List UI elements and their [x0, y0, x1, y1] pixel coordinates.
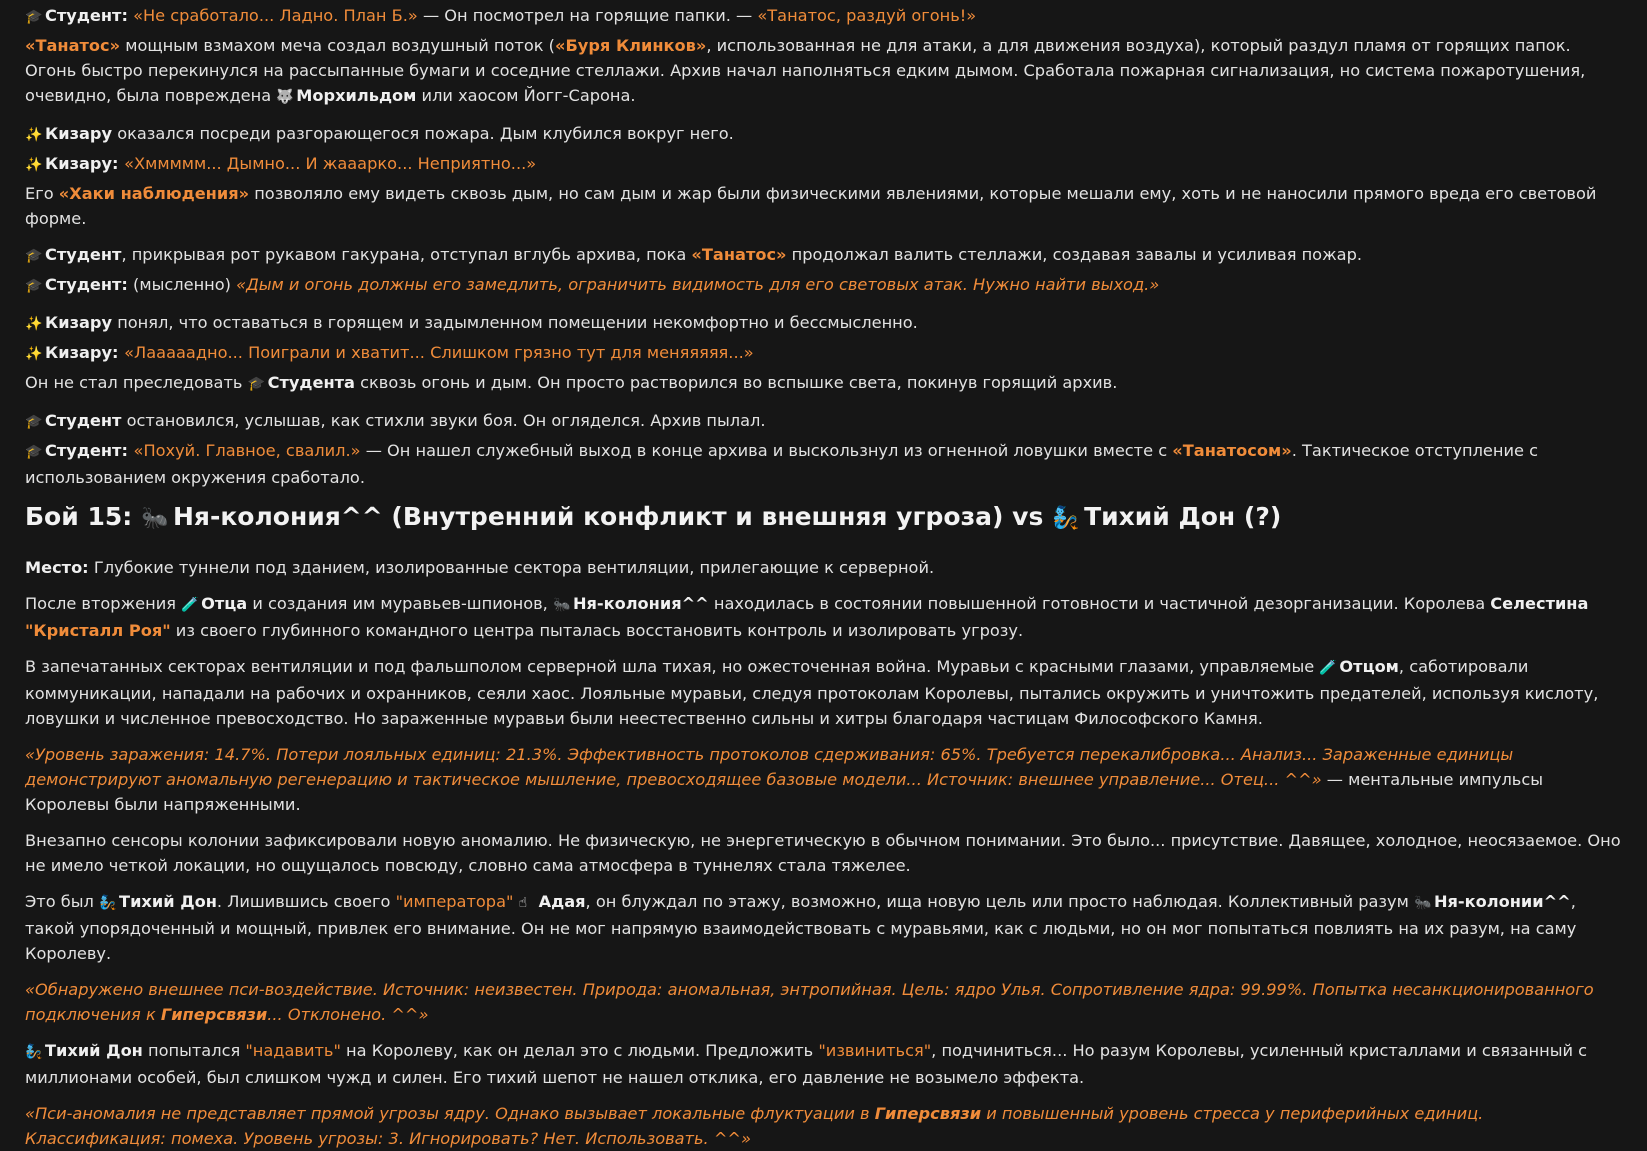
graduation-cap-icon: 🎓: [247, 376, 266, 392]
graduation-cap-icon: 🎓: [25, 414, 43, 430]
system-quote: ... Отклонено. ^^»: [267, 1005, 429, 1024]
narration: — Он нашел служебный выход в конце архива и выскользнул из огненной ловушки вместе с: [360, 441, 1173, 460]
highlight-word: "надавить": [245, 1041, 341, 1060]
pointing-finger-icon: ☝: [518, 895, 528, 911]
character-name: Адая: [538, 892, 586, 911]
narration: (мысленно): [127, 275, 237, 294]
paragraph-student-retreat: [25, 242, 1622, 269]
team-one-name: Ня-колония^^ (Внутренний конфликт и внешняя угроза): [172, 502, 1004, 531]
narration: или хаосом Йогг-Сарона.: [416, 86, 636, 105]
narration: Это был: [25, 892, 100, 911]
sparkles-icon: ✨: [25, 346, 43, 362]
colon: :: [112, 343, 125, 362]
paragraph-kizaru-understood: [25, 310, 1622, 337]
genie-icon: 🧞: [25, 1044, 43, 1060]
character-name: Селестина: [1490, 594, 1589, 613]
dialogue-quote: «Хммммм... Дымно... И жааарко... Неприятно...»: [124, 154, 537, 173]
paragraph-place: [25, 555, 1622, 580]
paragraph-psi-detected: [25, 977, 1622, 1027]
paragraph-thanatos-blades: [25, 33, 1622, 110]
narration: , прикрывая рот рукавом гакурана, отступал вглубь архива, пока: [121, 245, 692, 264]
character-name: Тихий Дон: [119, 892, 217, 911]
narration: находилась в состоянии повышенной готовности и частичной дезорганизации. Королева: [708, 594, 1491, 613]
system-quote-term: Гиперсвязи: [874, 1104, 982, 1123]
graduation-cap-icon: 🎓: [25, 9, 43, 25]
test-tube-icon: 🧪: [181, 597, 199, 613]
highlight-skill: «Буря Клинков»: [554, 36, 707, 55]
narration: , такой упорядоченный и мощный, привлек его внимание. Он не мог напрямую взаимодействовать с муравьями, как с людьми, но он мог попытаться повлиять на их разум, на саму Королеву.: [25, 892, 1577, 963]
system-quote: «Обнаружено внешнее пси-воздействие. Источник: неизвестен. Природа: аномальная, энтропийная. Цель: ядро Улья. Сопротивление ядра: 99.99%. Попытка несанкционированного подключения к: [25, 980, 1594, 1024]
character-name: Кизару: [45, 154, 113, 173]
character-name: Отцом: [1339, 657, 1399, 676]
paragraph-don-pressure: [25, 1038, 1622, 1090]
colon: :: [121, 441, 134, 460]
highlight-word: "извиниться": [818, 1041, 932, 1060]
character-name: Морхильдом: [296, 86, 417, 105]
paragraph-haki: [25, 181, 1622, 231]
system-quote-term: Гиперсвязи: [160, 1005, 268, 1024]
sparkles-icon: ✨: [25, 316, 43, 332]
place-description: Глубокие туннели под зданием, изолированные сектора вентиляции, прилегающие к серверной.: [88, 558, 935, 577]
narration: попытался: [142, 1041, 246, 1060]
character-name: Тихий Дон: [45, 1041, 143, 1060]
paragraph-queen-report: [25, 742, 1622, 817]
paragraph-student-plan-b: [25, 3, 1622, 30]
dialogue-quote: «Похуй. Главное, свалил.»: [133, 441, 361, 460]
narration: Его: [25, 184, 59, 203]
paragraph-kizaru-leaves: [25, 340, 1622, 367]
character-name: Студент:: [45, 275, 128, 294]
colon: :: [112, 154, 125, 173]
character-name: Студент: [45, 245, 122, 264]
place-label: Место:: [25, 558, 89, 577]
narration: , саботировали коммуникации, нападали на рабочих и охранников, сеяли хаос. Лояльные муравьи, следуя протоколам Королевы, пытались окружить и уничтожить предателей, используя кислоту, ловушки и численное превосходство. Но зараженные муравьи были неестественно сильны и хитры благодаря частицам Философского Камня.: [25, 657, 1599, 728]
system-quote: «Пси-аномалия не представляет прямой угрозы ядру. Однако вызывает локальные флуктуации в: [25, 1104, 875, 1123]
character-name: Студент: [45, 6, 122, 25]
battle-number: Бой 15:: [25, 502, 133, 531]
paragraph-war: [25, 654, 1622, 731]
narration: В запечатанных секторах вентиляции и под фальшполом серверной шла тихая, но ожесточенная война. Муравьи с красными глазами, управляемые: [25, 657, 1320, 676]
narration: , он блуждал по этажу, возможно, ища новую цель или просто наблюдая. Коллективный разум: [585, 892, 1414, 911]
narration: и создания им муравьев-шпионов,: [247, 594, 553, 613]
thought-quote: «Дым и огонь должны его замедлить, ограничить видимость для его световых атак. Нужно найти выход.»: [236, 275, 1160, 294]
test-tube-icon: 🧪: [1319, 660, 1337, 676]
paragraph-after-invasion: [25, 591, 1622, 643]
highlight-title: "Кристалл Роя": [25, 621, 171, 640]
narration: оказался посреди разгорающегося пожара. Дым клубился вокруг него.: [112, 124, 734, 143]
paragraph-quiet-don: [25, 889, 1622, 966]
paragraph-anomaly: Внезапно сенсоры колонии зафиксировали новую аномалию. Не физическую, не энергетическую в обычном понимании. Это было... присутствие. Давящее, холодное, неосязаемое. Оно не имело четкой локации, но ощущалось повсюду, словно сама атмосфера в туннелях стала тяжелее.: [25, 831, 1621, 875]
paragraph-psi-classification: [25, 1101, 1622, 1151]
highlight-skill: «Хаки наблюдения»: [58, 184, 250, 203]
narration: позволяло ему видеть сквозь дым, но сам дым и жар были физическими явлениями, которые мешали ему, хоть и не наносили прямого вреда его световой форме.: [25, 184, 1597, 228]
battle-heading: [25, 501, 1622, 535]
highlight-name: «Танатосом»: [1172, 441, 1292, 460]
paragraph-kizaru-speech: [25, 151, 1622, 178]
narration: — ментальные импульсы Королевы были напряженными.: [25, 770, 1544, 814]
character-name: Кизару: [45, 343, 113, 362]
narration: — Он посмотрел на горящие папки. —: [417, 6, 758, 25]
highlight-title: "императора": [395, 892, 514, 911]
paragraph-student-stopped: [25, 408, 1622, 435]
character-name: Студент: [45, 441, 122, 460]
dialogue-quote: «Танатос, раздуй огонь!»: [757, 6, 977, 25]
character-name: Студент: [45, 411, 122, 430]
character-name: Кизару: [45, 124, 113, 143]
graduation-cap-icon: 🎓: [25, 248, 43, 264]
team-two-name: Тихий Дон (?): [1084, 502, 1282, 531]
dialogue-quote: «Лааааадно... Поиграли и хватит... Слишком грязно тут для меняяяяя...»: [124, 343, 754, 362]
ant-icon: 🐜: [552, 597, 571, 613]
character-name: Студента: [267, 373, 355, 392]
paragraph-kizaru-fire: [25, 121, 1622, 148]
queen-impulse-quote: «Уровень заражения: 14.7%. Потери лояльных единиц: 21.3%. Эффективность протоколов сдерживания: 65%. Требуется перекалибровка... Анализ... Зараженные единицы демонстрируют аномальную регенерацию и тактическое мышление, превосходящее базовые модели... Источник: внешнее управление... Отец... ^^»: [25, 745, 1514, 789]
colon: :: [121, 6, 128, 25]
paragraph-student-thought: [25, 272, 1622, 299]
narration: . Лишившись своего: [216, 892, 396, 911]
system-quote: и повышенный уровень стресса у периферийных единиц. Классификация: помеха. Уровень угрозы: 3. Игнорировать? Нет. Использовать. ^^»: [25, 1104, 1484, 1148]
highlight-name: «Танатос»: [25, 36, 121, 55]
character-name: Ня-колония^^: [572, 594, 709, 613]
character-name: Отца: [201, 594, 248, 613]
narration: Он не стал преследовать: [25, 373, 248, 392]
narration: После вторжения: [25, 594, 182, 613]
graduation-cap-icon: 🎓: [25, 444, 43, 460]
highlight-name: «Танатос»: [691, 245, 787, 264]
versus-label: vs: [1012, 502, 1044, 531]
narration: мощным взмахом меча создал воздушный поток (: [120, 36, 555, 55]
genie-icon: 🧞: [1052, 506, 1080, 531]
narration: на Королеву, как он делал это с людьми. Предложить: [340, 1041, 819, 1060]
sparkles-icon: ✨: [25, 157, 43, 173]
narration: . Тактическое отступление с использованием окружения сработало.: [25, 441, 1538, 487]
genie-icon: 🧞: [99, 895, 117, 911]
graduation-cap-icon: 🎓: [25, 278, 43, 294]
paragraph-student-escape: [25, 438, 1622, 490]
narration: , подчиниться... Но разум Королевы, усиленный кристаллами и связанный с миллионами особей, был слишком чужд и силен. Его тихий шепот не нашел отклика, его давление не возымело эффекта.: [25, 1041, 1588, 1087]
narration: из своего глубинного командного центра пыталась восстановить контроль и изолировать угрозу.: [170, 621, 1024, 640]
ant-icon: 🐜: [1413, 895, 1432, 911]
narration: продолжал валить стеллажи, создавая завалы и усиливая пожар.: [786, 245, 1363, 264]
wolf-icon: 🐺: [276, 89, 294, 105]
character-name: Ня-колонии^^: [1433, 892, 1571, 911]
narration: понял, что оставаться в горящем и задымленном помещении некомфортно и бессмысленно.: [112, 313, 918, 332]
sparkles-icon: ✨: [25, 127, 43, 143]
narration: сквозь огонь и дым. Он просто растворился во вспышке света, покинув горящий архив.: [354, 373, 1118, 392]
ant-icon: 🐜: [140, 506, 169, 531]
paragraph-kizaru-vanish: [25, 370, 1622, 397]
narration: , использованная не для атаки, а для движения воздуха), который раздул пламя от горящих папок. Огонь быстро перекинулся на рассыпанные бумаги и соседние стеллажи. Архив начал наполняться едким дымом. Сработала пожарная сигнализация, но система пожаротушения, очевидно, была повреждена: [25, 36, 1586, 105]
narration: остановился, услышав, как стихли звуки боя. Он огляделся. Архив пылал.: [121, 411, 766, 430]
dialogue-quote: «Не сработало... Ладно. План Б.»: [133, 6, 418, 25]
character-name: Кизару: [45, 313, 113, 332]
